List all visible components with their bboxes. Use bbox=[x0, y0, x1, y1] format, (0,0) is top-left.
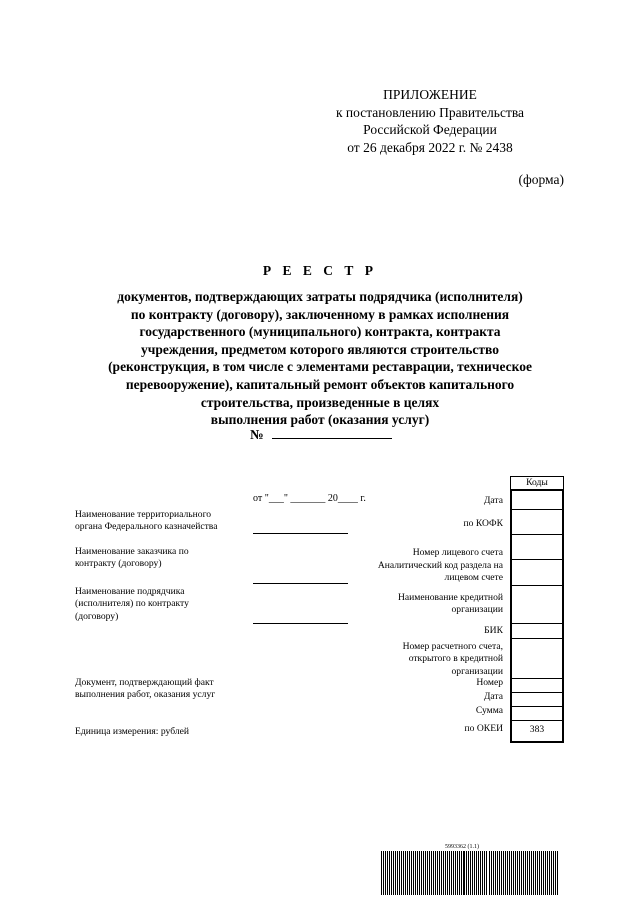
form-note: (форма) bbox=[518, 172, 564, 187]
analytic-label bbox=[378, 560, 503, 585]
subtitle-line: перевооружение), капитальный ремонт объектов капитального bbox=[125, 376, 515, 392]
barcode-icon bbox=[381, 851, 561, 895]
codes-separator bbox=[512, 638, 562, 639]
subtitle-line: государственного (муниципального) контракта, контракта bbox=[139, 324, 501, 340]
document-label-line: Документ, подтверждающий факт bbox=[75, 677, 214, 688]
contractor-field[interactable] bbox=[253, 623, 348, 624]
contractor-label-line: (договору) bbox=[75, 610, 119, 622]
contractor-label-line: (исполнителя) по контракту bbox=[75, 598, 189, 610]
codes-separator bbox=[512, 678, 562, 679]
contractor-label bbox=[75, 586, 189, 623]
codes-separator bbox=[512, 706, 562, 707]
codes-separator bbox=[512, 692, 562, 693]
account-label: Номер лицевого счета bbox=[412, 547, 503, 558]
document-subtitle bbox=[70, 288, 570, 429]
settlement-label-line: организации bbox=[451, 665, 503, 677]
kofk-label: по КОФК bbox=[463, 518, 503, 529]
customer-label-line: контракту (договору) bbox=[75, 558, 162, 570]
codes-separator bbox=[512, 720, 562, 721]
codes-box bbox=[510, 489, 564, 743]
settlement-label-line: открытого в кредитной bbox=[408, 653, 503, 665]
treasury-label-line: Наименование территориального bbox=[75, 509, 212, 520]
barcode-number: 5993362 (1.1) bbox=[445, 844, 479, 850]
number-label: Номер bbox=[476, 677, 503, 688]
treasury-field[interactable] bbox=[253, 533, 348, 534]
document-title: Р Е Е С Т Р bbox=[262, 263, 378, 278]
subtitle-line: строительства, произведенные в целях bbox=[200, 394, 440, 410]
appendix-header bbox=[300, 86, 560, 156]
document-label bbox=[75, 677, 215, 702]
appendix-line-2: к постановлению Правительства bbox=[335, 104, 525, 120]
bik-label: БИК bbox=[484, 625, 503, 636]
analytic-label-line: лицевом счете bbox=[444, 572, 503, 584]
bank-label-line: Наименование кредитной bbox=[397, 592, 503, 603]
sum-label: Сумма bbox=[475, 705, 503, 716]
analytic-label-line: Аналитический код раздела на bbox=[377, 560, 503, 571]
codes-separator bbox=[512, 559, 562, 560]
date-line: от "___" _______ 20____ г. bbox=[253, 493, 366, 504]
customer-field[interactable] bbox=[253, 583, 348, 584]
appendix-title: ПРИЛОЖЕНИЕ bbox=[383, 87, 477, 102]
subtitle-line: выполнения работ (оказания услуг) bbox=[210, 412, 430, 428]
number-sign: № bbox=[250, 427, 264, 442]
codes-separator bbox=[512, 509, 562, 510]
date-label: Дата bbox=[483, 495, 503, 506]
unit-label: Единица измерения: рублей bbox=[75, 726, 190, 737]
settlement-label-line: Номер расчетного счета, bbox=[402, 641, 503, 652]
codes-separator bbox=[512, 623, 562, 624]
registry-number bbox=[250, 425, 392, 443]
customer-label bbox=[75, 546, 189, 571]
appendix-line-3: Российской Федерации bbox=[363, 122, 497, 137]
codes-header: Коды bbox=[510, 476, 564, 489]
subtitle-line: (реконструкция, в том числе с элементами реставрации, техническое bbox=[108, 359, 532, 375]
okei-code: 383 bbox=[529, 724, 545, 735]
subtitle-line: документов, подтверждающих затраты подрядчика (исполнителя) bbox=[117, 289, 523, 304]
codes-separator bbox=[512, 585, 562, 586]
settlement-label bbox=[403, 641, 503, 678]
appendix-line-4: от 26 декабря 2022 г. № 2438 bbox=[347, 139, 513, 155]
okei-label: по ОКЕИ bbox=[464, 723, 503, 734]
contractor-label-line: Наименование подрядчика bbox=[75, 586, 185, 597]
customer-label-line: Наименование заказчика по bbox=[75, 546, 189, 557]
codes-separator bbox=[512, 534, 562, 535]
registry-number-field[interactable] bbox=[272, 425, 392, 439]
doc-date-label: Дата bbox=[483, 691, 503, 702]
subtitle-line: учреждения, предметом которого являются строительство bbox=[141, 341, 499, 357]
subtitle-line: по контракту (договору), заключенному в рамках исполнения bbox=[130, 306, 510, 322]
treasury-label bbox=[75, 509, 217, 534]
document-label-line: выполнения работ, оказания услуг bbox=[75, 689, 216, 701]
bank-label-line: организации bbox=[451, 604, 503, 616]
treasury-label-line: органа Федерального казначейства bbox=[75, 521, 218, 533]
bank-label bbox=[398, 592, 503, 617]
